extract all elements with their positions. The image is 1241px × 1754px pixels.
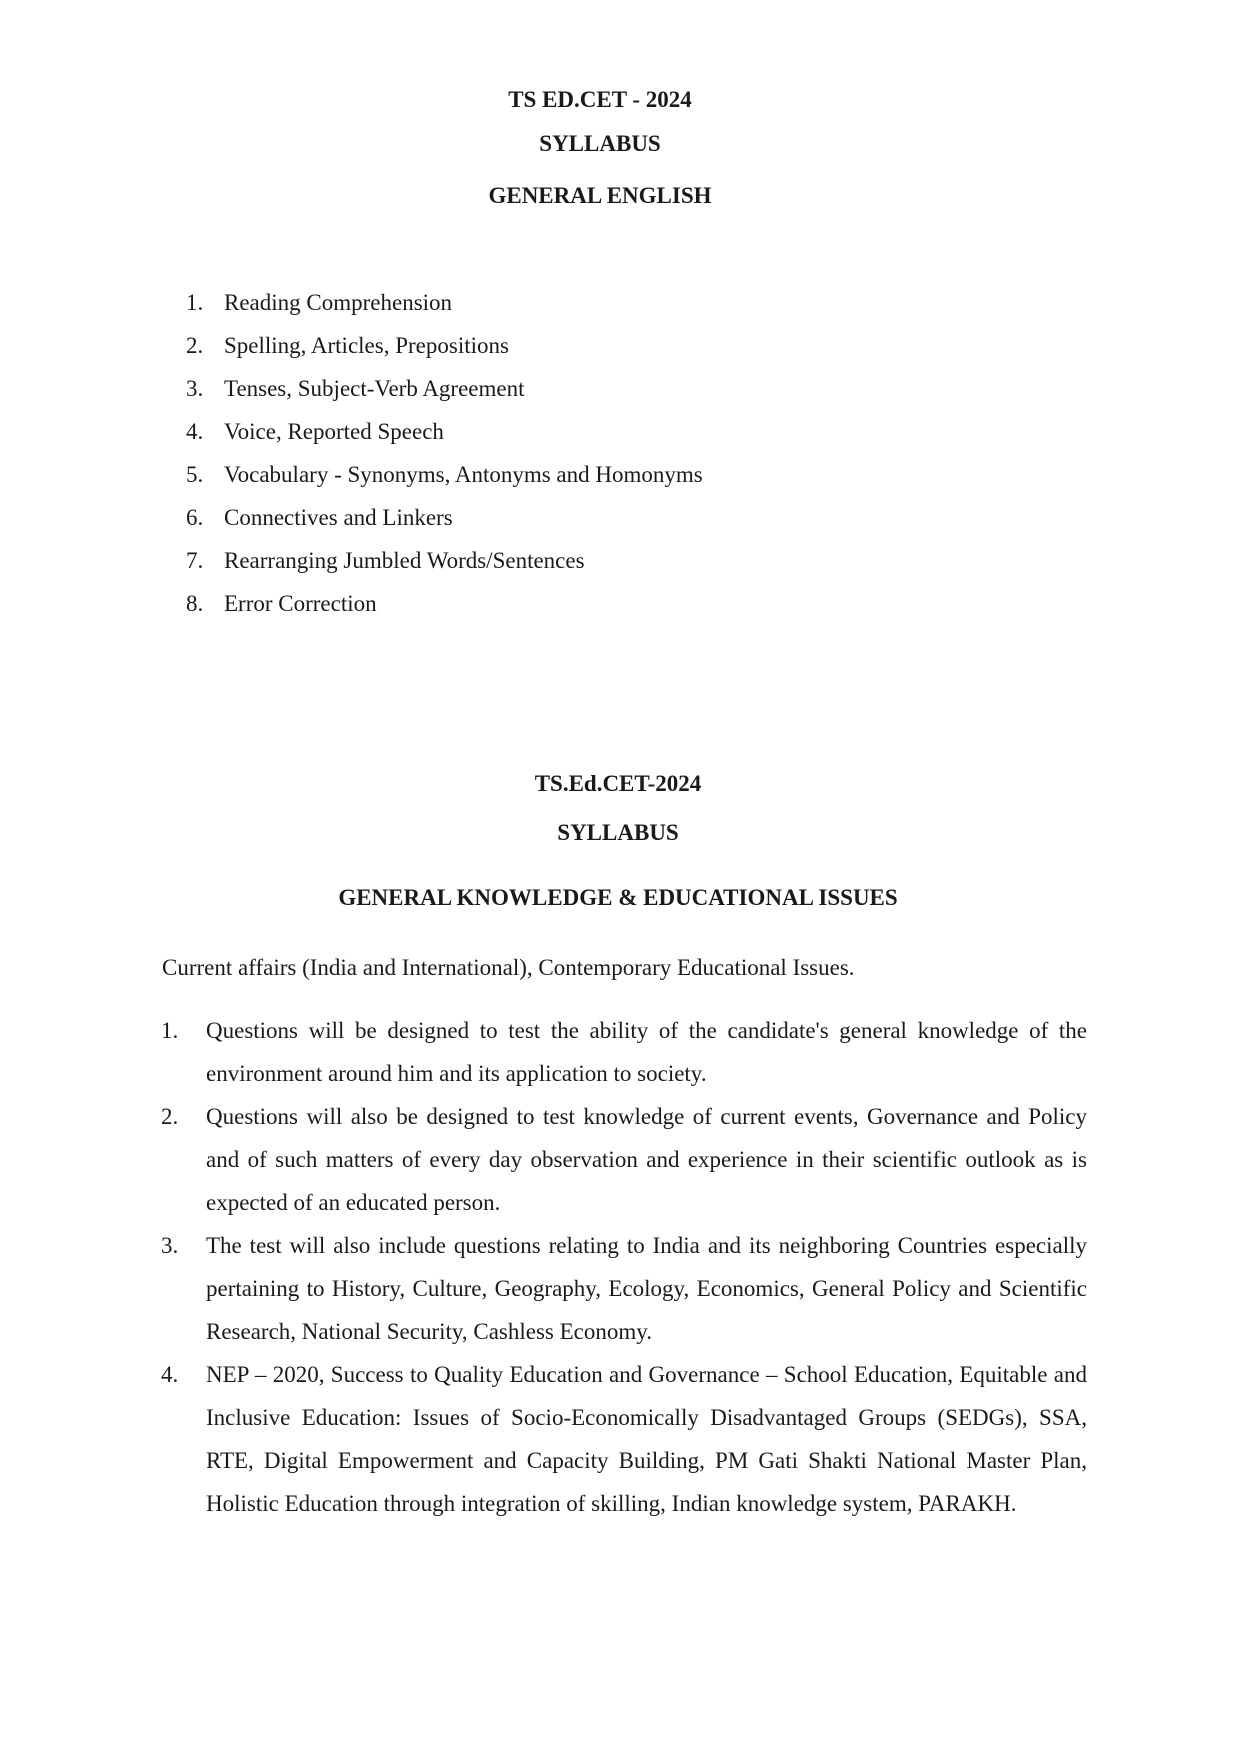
list-item-number: 2. [186, 333, 204, 358]
list-item [186, 503, 703, 546]
list-item-number: 3. [186, 376, 204, 401]
list-item [161, 1353, 1087, 1525]
list-item-label: Rearranging Jumbled Words/Sentences [224, 548, 585, 573]
list-item [186, 460, 703, 503]
english-topic-list [186, 288, 703, 632]
list-item [186, 288, 703, 331]
list-item-text: Questions will also be designed to test knowledge of current events, Governance and Policy and of such matters of every day observation and experience in their scientific outlook as is expected of an educated person. [206, 1104, 1087, 1215]
section-subtitle: SYLLABUS [557, 820, 679, 845]
list-item [186, 589, 703, 632]
list-item-label: Tenses, Subject-Verb Agreement [224, 376, 525, 401]
list-item-label: Error Correction [224, 591, 377, 616]
section-subject: GENERAL ENGLISH [488, 183, 712, 208]
list-item [186, 331, 703, 374]
list-item-label: Spelling, Articles, Prepositions [224, 333, 509, 358]
list-item-text: NEP – 2020, Success to Quality Education and Governance – School Education, Equitable and Inclusive Education: Issues of Socio-Economically Disadvantaged Groups (SEDGs), SSA, RTE, Digital Empowerment and Capacity Building, PM Gati Shakti National Master Plan, Holistic Education through integration of skilling, Indian knowledge system, PARAKH. [206, 1362, 1087, 1516]
list-item-label: Reading Comprehension [224, 290, 453, 315]
list-item [186, 546, 703, 589]
list-item-number: 2. [161, 1104, 179, 1129]
list-item-text: Questions will be designed to test the ability of the candidate's general knowledge of the environment around him and its application to society. [206, 1018, 1087, 1086]
list-item-number: 7. [186, 548, 204, 573]
list-item-label: Connectives and Linkers [224, 505, 453, 530]
list-item [186, 417, 703, 460]
gk-intro-text: Current affairs (India and International), Contemporary Educational Issues. [162, 955, 855, 980]
list-item-number: 1. [161, 1018, 179, 1043]
list-item-number: 1. [186, 290, 204, 315]
section-title: TS ED.CET - 2024 [508, 87, 692, 112]
list-item-number: 4. [161, 1362, 179, 1387]
list-item-number: 8. [186, 591, 204, 616]
list-item [161, 1009, 1087, 1095]
list-item [161, 1095, 1087, 1224]
section-title: TS.Ed.CET-2024 [534, 771, 702, 796]
gk-item-list [161, 1009, 1087, 1525]
list-item-label: Vocabulary - Synonyms, Antonyms and Homonyms [224, 462, 703, 487]
list-item-number: 3. [161, 1233, 179, 1258]
list-item-number: 5. [186, 462, 204, 487]
list-item-text: The test will also include questions relating to India and its neighboring Countries especially pertaining to History, Culture, Geography, Ecology, Economics, General Policy and Scientific Research, National Security, Cashless Economy. [206, 1233, 1087, 1344]
section-subject: GENERAL KNOWLEDGE & EDUCATIONAL ISSUES [338, 885, 898, 910]
list-item [186, 374, 703, 417]
list-item-label: Voice, Reported Speech [224, 419, 444, 444]
list-item [161, 1224, 1087, 1353]
list-item-number: 6. [186, 505, 204, 530]
section-subtitle: SYLLABUS [539, 131, 661, 156]
list-item-number: 4. [186, 419, 204, 444]
